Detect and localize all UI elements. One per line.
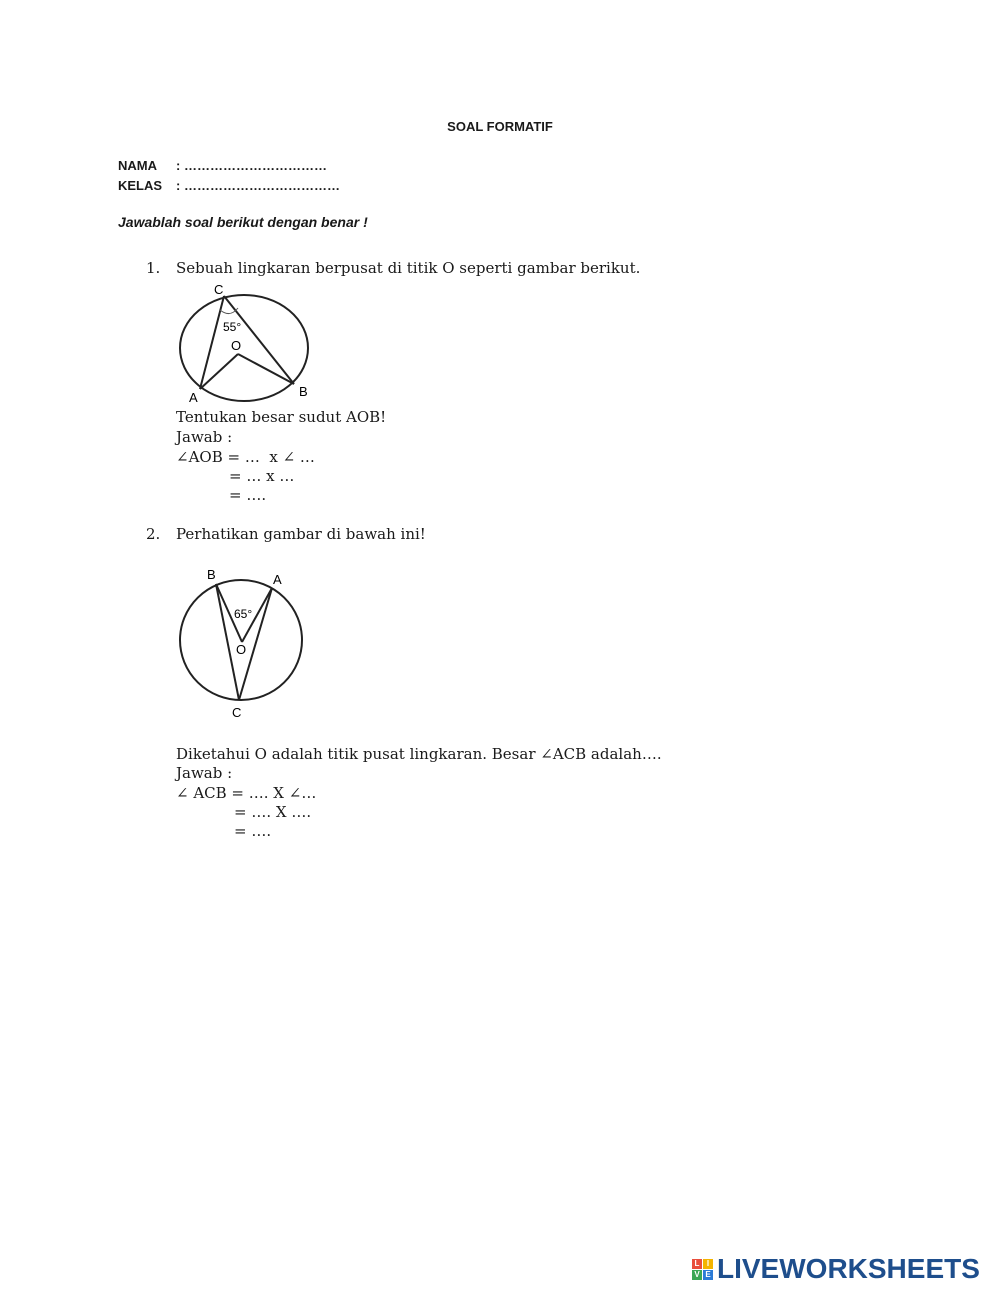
logo-tile: E <box>703 1270 713 1280</box>
name-field[interactable]: : …………………………… <box>176 158 327 173</box>
logo-tile: L <box>692 1259 702 1269</box>
q2-label-a: A <box>273 572 282 587</box>
worksheet-title: SOAL FORMATIF <box>447 119 553 134</box>
q1-radius-ob <box>238 354 294 384</box>
q1-circle <box>180 295 308 401</box>
name-row <box>118 158 327 173</box>
q1-answer-line3[interactable]: = …. <box>229 486 267 504</box>
q1-answer-label: Jawab : <box>176 428 233 446</box>
q1-circle-figure <box>170 278 320 408</box>
instruction: Jawablah soal berikut dengan benar ! <box>118 214 368 230</box>
q1-label-o: O <box>231 338 242 353</box>
q1-angle-label: 55° <box>223 320 242 334</box>
class-field[interactable]: : ……………………………… <box>176 178 340 193</box>
class-row <box>118 178 340 193</box>
q1-radius-oa <box>200 354 238 389</box>
q1-task: Tentukan besar sudut AOB! <box>176 408 387 426</box>
q2-answer-line2[interactable]: = …. X …. <box>234 803 312 821</box>
q1-label-a: A <box>189 390 198 405</box>
logo-mark-icon <box>692 1259 713 1280</box>
liveworksheets-logo[interactable] <box>692 1254 980 1284</box>
q1-label-c: C <box>214 282 224 297</box>
q2-answer-label: Jawab : <box>176 764 233 782</box>
q2-answer-line1[interactable]: ∠ ACB = …. X ∠… <box>176 784 317 802</box>
q2-angle-label: 65° <box>234 607 253 621</box>
q1-label-b: B <box>299 384 308 399</box>
name-label: NAMA <box>118 158 157 173</box>
q2-task: Diketahui O adalah titik pusat lingkaran. Besar ∠ACB adalah…. <box>176 745 662 763</box>
q1-answer-line1[interactable]: ∠AOB = … x ∠ … <box>176 448 315 466</box>
logo-text: LIVEWORKSHEETS <box>717 1253 980 1284</box>
q2-prompt: Perhatikan gambar di bawah ini! <box>176 525 426 543</box>
q2-answer-line3[interactable]: = …. <box>234 822 272 840</box>
q2-circle-figure <box>170 562 320 727</box>
q1-prompt: Sebuah lingkaran berpusat di titik O seperti gambar berikut. <box>176 259 641 277</box>
q1-answer-line2[interactable]: = … x … <box>229 467 295 485</box>
q2-label-o: O <box>236 642 247 657</box>
class-label: KELAS <box>118 178 163 193</box>
q2-label-b: B <box>207 567 216 582</box>
q2-number: 2. <box>146 525 161 543</box>
logo-tile: I <box>703 1259 713 1269</box>
logo-tile: V <box>692 1270 702 1280</box>
q2-label-c: C <box>232 705 242 720</box>
q1-number: 1. <box>146 259 161 277</box>
